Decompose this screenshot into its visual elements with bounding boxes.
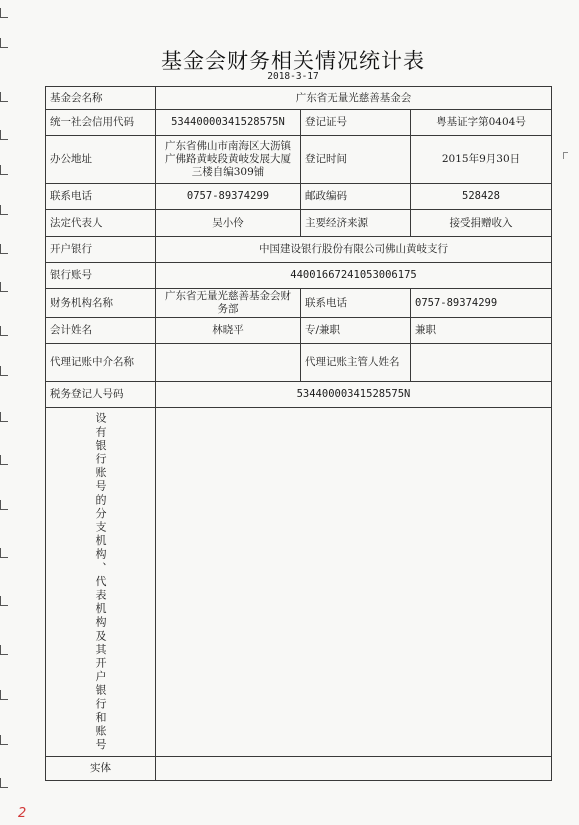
credit-code-value: 53440000341528575N — [156, 110, 301, 136]
finance-dept-value: 广东省无量光慈善基金会财务部 — [156, 289, 301, 318]
row-foundation-name — [46, 87, 552, 110]
bank-account-value: 44001667241053006175 — [156, 263, 552, 289]
statistics-table — [45, 86, 552, 781]
employment-type-label: 专/兼职 — [301, 318, 411, 344]
bank-value: 中国建设银行股份有限公司佛山黄岐支行 — [156, 237, 552, 263]
bookkeeping-agency-label: 代理记账中介名称 — [46, 344, 156, 382]
branches-value — [156, 408, 552, 757]
employment-type-value: 兼职 — [411, 318, 552, 344]
bank-account-label: 银行账号 — [46, 263, 156, 289]
row-bank-account — [46, 263, 552, 289]
foundation-name-label: 基金会名称 — [46, 87, 156, 110]
row-accountant — [46, 318, 552, 344]
finance-phone-value: 0757-89374299 — [411, 289, 552, 318]
bookkeeping-supervisor-value — [411, 344, 552, 382]
row-branches — [46, 408, 552, 757]
accountant-value: 林晓平 — [156, 318, 301, 344]
phone-label: 联系电话 — [46, 184, 156, 210]
row-legal-rep — [46, 210, 552, 237]
finance-phone-label: 联系电话 — [301, 289, 411, 318]
tax-registration-label: 税务登记人号码 — [46, 382, 156, 408]
row-phone — [46, 184, 552, 210]
income-source-value: 接受捐赠收入 — [411, 210, 552, 237]
office-address-value: 广东省佛山市南海区大沥镇广佛路黄岐段黄岐发展大厦三楼自编309铺 — [156, 136, 301, 184]
registration-no-label: 登记证号 — [301, 110, 411, 136]
row-tax-registration — [46, 382, 552, 408]
branches-label: 设有银行账号的分支机构、代表机构及其开户银行和账号 — [94, 412, 107, 752]
row-entity — [46, 757, 552, 781]
row-finance-dept — [46, 289, 552, 318]
form-date: 2018-3-17 — [267, 71, 319, 82]
row-office-address — [46, 136, 552, 184]
page-title: 基金会财务相关情况统计表 — [161, 49, 425, 73]
registration-date-value: 2015年9月30日 — [411, 136, 552, 184]
registration-no-value: 粤基证字第0404号 — [411, 110, 552, 136]
bank-label: 开户银行 — [46, 237, 156, 263]
credit-code-label: 统一社会信用代码 — [46, 110, 156, 136]
legal-rep-value: 吴小伶 — [156, 210, 301, 237]
entity-value — [156, 757, 552, 781]
postal-code-value: 528428 — [411, 184, 552, 210]
postal-code-label: 邮政编码 — [301, 184, 411, 210]
bookkeeping-agency-value — [156, 344, 301, 382]
tax-registration-value: 53440000341528575N — [156, 382, 552, 408]
phone-value: 0757-89374299 — [156, 184, 301, 210]
bookkeeping-supervisor-label: 代理记账主管人姓名 — [301, 344, 411, 382]
scan-speck — [563, 152, 568, 159]
row-bookkeeping — [46, 344, 552, 382]
legal-rep-label: 法定代表人 — [46, 210, 156, 237]
foundation-name-value: 广东省无量光慈善基金会 — [156, 87, 552, 110]
page-number-mark: 2 — [18, 806, 27, 821]
income-source-label: 主要经济来源 — [301, 210, 411, 237]
registration-date-label: 登记时间 — [301, 136, 411, 184]
row-bank — [46, 237, 552, 263]
office-address-label: 办公地址 — [46, 136, 156, 184]
entity-label: 实体 — [46, 757, 156, 781]
accountant-label: 会计姓名 — [46, 318, 156, 344]
row-credit-code — [46, 110, 552, 136]
finance-dept-label: 财务机构名称 — [46, 289, 156, 318]
branches-label-cell — [46, 408, 156, 757]
